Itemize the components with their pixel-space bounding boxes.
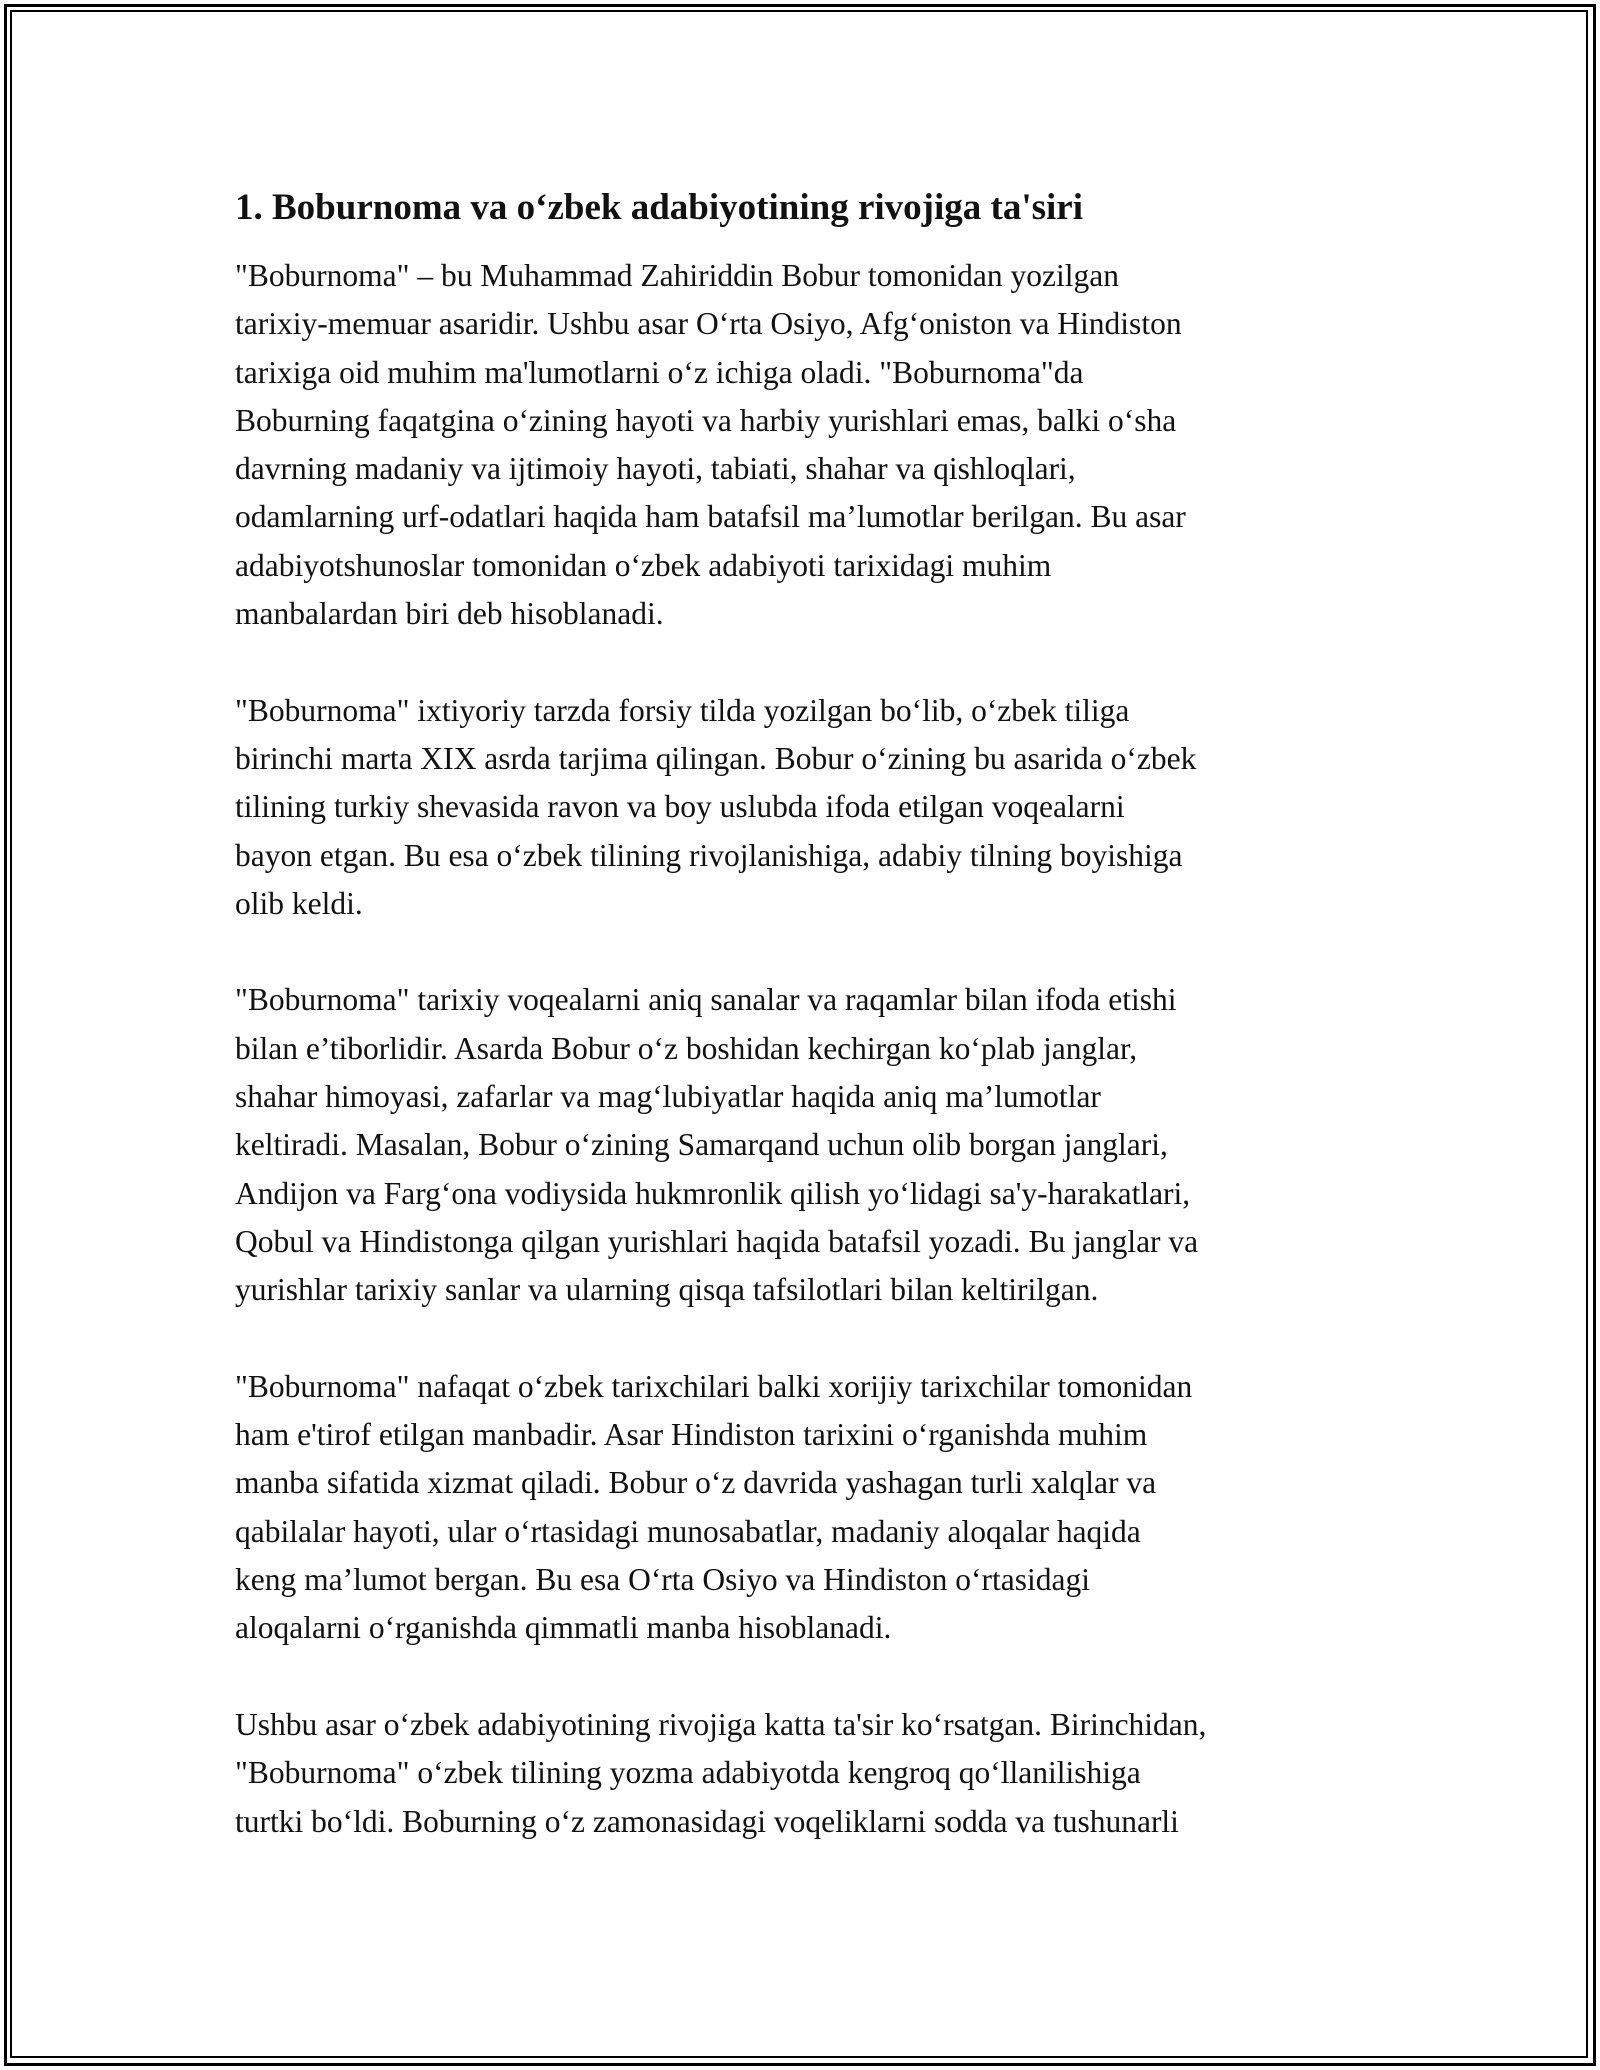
text-line: Boburning faqatgina o‘zining hayoti va harbiy yurishlari emas, balki o‘sha bbox=[235, 402, 1177, 438]
text-line: Andijon va Farg‘ona vodiysida hukmronlik qilish yo‘lidagi sa'y-harakatlari, bbox=[235, 1175, 1191, 1211]
text-line: birinchi marta XIX asrda tarjima qilingan. Bobur o‘zining bu asarida o‘zbek bbox=[235, 740, 1197, 776]
text-line: Ushbu asar o‘zbek adabiyotining rivojiga katta ta'sir ko‘rsatgan. Birinchidan, bbox=[235, 1706, 1207, 1742]
text-line: shahar himoyasi, zafarlar va mag‘lubiyatlar haqida aniq ma’lumotlar bbox=[235, 1079, 1101, 1115]
text-line: keltiradi. Masalan, Bobur o‘zining Samarqand uchun olib borgan janglari, bbox=[235, 1127, 1168, 1163]
text-line: ham e'tirof etilgan manbadir. Asar Hindiston tarixini o‘rganishda muhim bbox=[235, 1417, 1148, 1453]
text-line: turtki bo‘ldi. Boburning o‘z zamonasidagi voqeliklarni sodda va tushunarli bbox=[235, 1803, 1179, 1839]
text-line: yurishlar tarixiy sanlar va ularning qisqa tafsilotlari bilan keltirilgan. bbox=[235, 1272, 1099, 1308]
text-line: "Boburnoma" o‘zbek tilining yozma adabiyotda kengroq qo‘llanilishiga bbox=[235, 1755, 1141, 1791]
text-line: tarixiga oid muhim ma'lumotlarni o‘z ichiga oladi. "Boburnoma"da bbox=[235, 354, 1084, 390]
text-line: bilan e’tiborlidir. Asarda Bobur o‘z boshidan kechirgan ko‘plab janglar, bbox=[235, 1030, 1138, 1066]
text-line: tilining turkiy shevasida ravon va boy uslubda ifoda etilgan voqealarni bbox=[235, 789, 1125, 825]
text-line: olib keldi. bbox=[235, 885, 363, 921]
text-line: keng ma’lumot bergan. Bu esa O‘rta Osiyo va Hindiston o‘rtasidagi bbox=[235, 1562, 1090, 1598]
paragraph bbox=[235, 687, 1375, 928]
text-line: davrning madaniy va ijtimoiy hayoti, tabiati, shahar va qishloqlari, bbox=[235, 451, 1076, 487]
text-line: manbalardan biri deb hisoblanadi. bbox=[235, 596, 664, 632]
paragraph bbox=[235, 252, 1375, 638]
text-line: aloqalarni o‘rganishda qimmatli manba hisoblanadi. bbox=[235, 1610, 892, 1646]
text-line: adabiyotshunoslar tomonidan o‘zbek adabiyoti tarixidagi muhim bbox=[235, 547, 1052, 583]
paragraph bbox=[235, 1363, 1375, 1653]
paragraph bbox=[235, 976, 1375, 1314]
document-body bbox=[235, 184, 1375, 1894]
text-line: "Boburnoma" – bu Muhammad Zahiriddin Bobur tomonidan yozilgan bbox=[235, 258, 1119, 293]
text-line: manba sifatida xizmat qiladi. Bobur o‘z davrida yashagan turli xalqlar va bbox=[235, 1465, 1157, 1501]
text-line: Qobul va Hindistonga qilgan yurishlari haqida batafsil yozadi. Bu janglar va bbox=[235, 1223, 1199, 1259]
paragraph bbox=[235, 1701, 1375, 1846]
paragraph-list bbox=[235, 252, 1375, 1846]
text-line: qabilalar hayoti, ular o‘rtasidagi munosabatlar, madaniy aloqalar haqida bbox=[235, 1513, 1141, 1549]
section-heading: 1. Boburnoma va o‘zbek adabiyotining rivojiga ta'siri bbox=[235, 187, 1083, 228]
text-line: "Boburnoma" tarixiy voqealarni aniq sanalar va raqamlar bilan ifoda etishi bbox=[235, 982, 1177, 1018]
text-line: odamlarning urf-odatlari haqida ham batafsil ma’lumotlar berilgan. Bu asar bbox=[235, 499, 1186, 535]
text-line: tarixiy-memuar asaridir. Ushbu asar O‘rta Osiyo, Afg‘oniston va Hindiston bbox=[235, 306, 1182, 342]
text-line: "Boburnoma" ixtiyoriy tarzda forsiy tilda yozilgan bo‘lib, o‘zbek tiliga bbox=[235, 692, 1130, 728]
text-line: bayon etgan. Bu esa o‘zbek tilining rivojlanishiga, adabiy tilning boyishiga bbox=[235, 837, 1183, 873]
text-line: "Boburnoma" nafaqat o‘zbek tarixchilari balki xorijiy tarixchilar tomonidan bbox=[235, 1368, 1193, 1404]
